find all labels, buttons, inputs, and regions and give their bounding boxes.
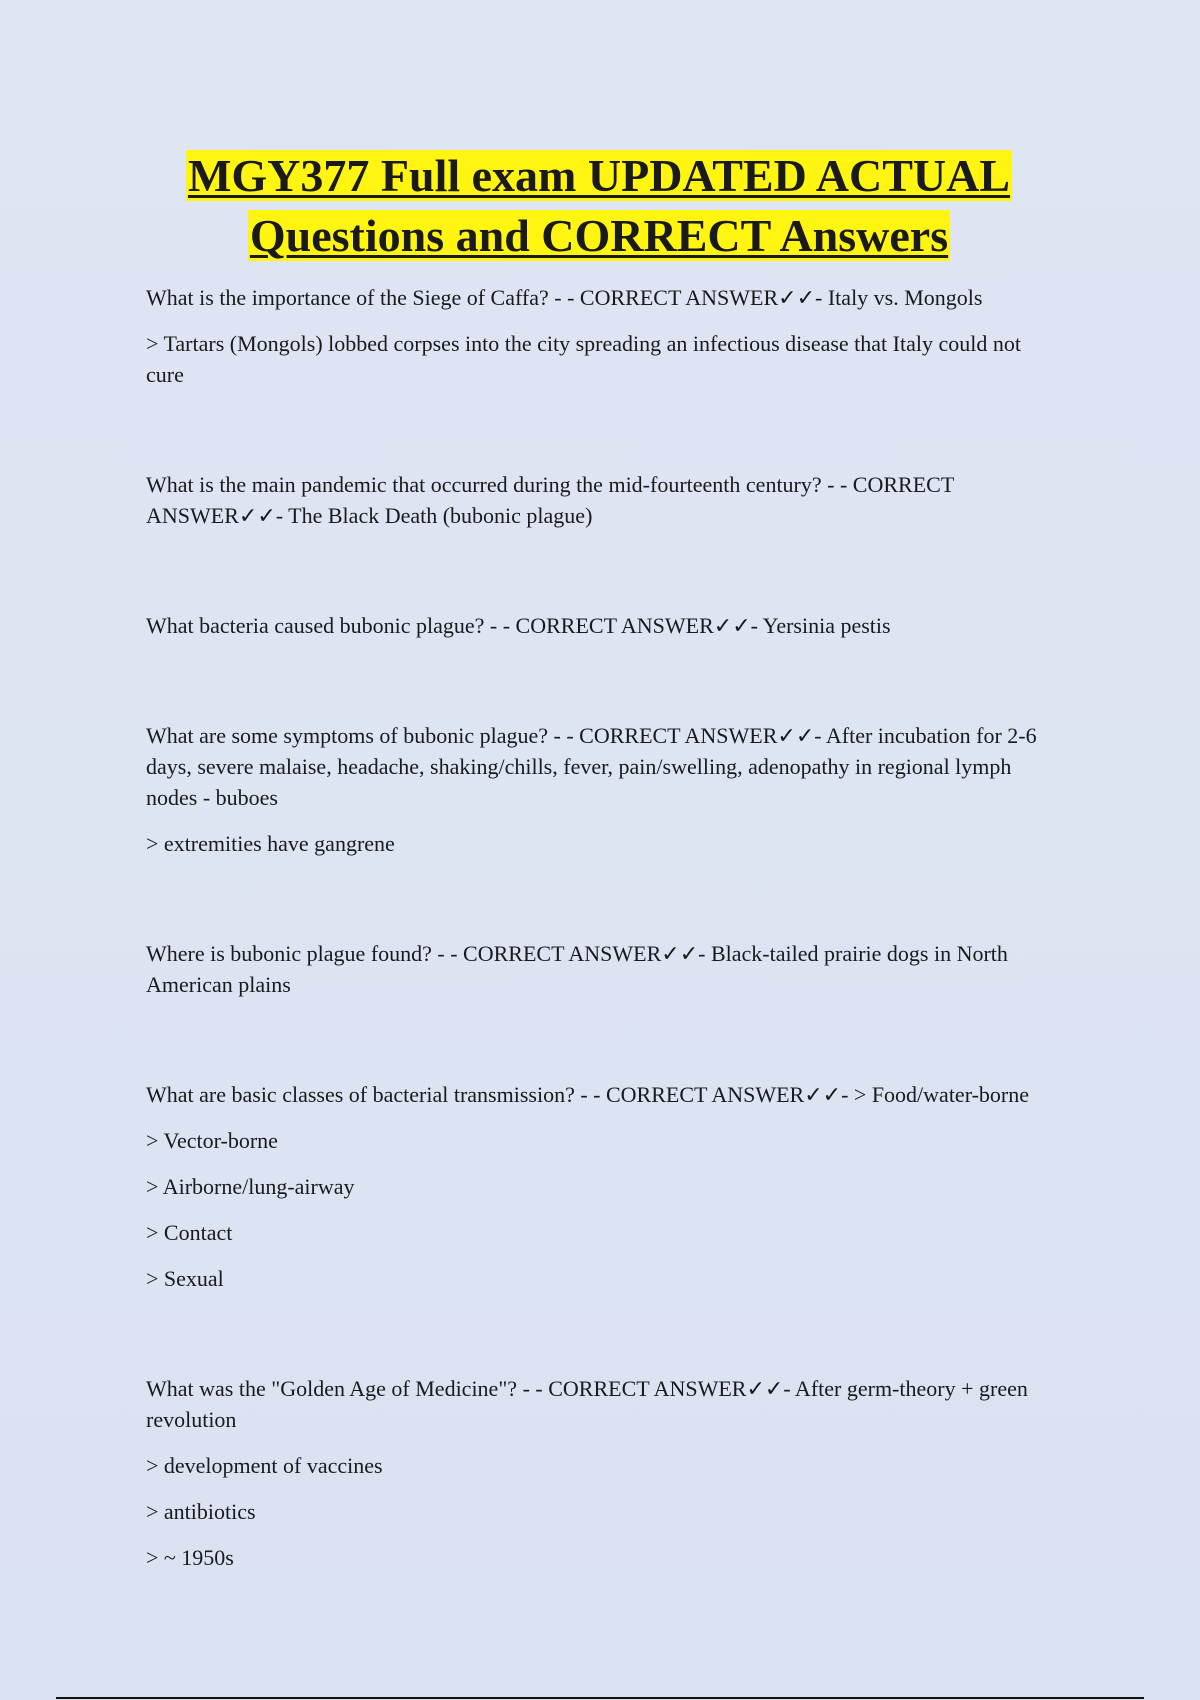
page-divider (56, 1697, 1144, 1699)
qa-item (146, 938, 1046, 1000)
qa-item (146, 720, 1046, 859)
qa-item (146, 282, 1046, 390)
question-answer-text: Where is bubonic plague found? - - CORRECT ANSWER✓✓- Black-tailed prairie dogs in North American plains (146, 941, 1008, 997)
page-title (120, 146, 1078, 266)
answer-detail: > Vector-borne (146, 1128, 278, 1153)
qa-item (146, 610, 1046, 641)
question-answer-text: What are basic classes of bacterial transmission? - - CORRECT ANSWER✓✓- > Food/water-borne (146, 1082, 1029, 1107)
answer-detail: > Tartars (Mongols) lobbed corpses into the city spreading an infectious disease that Italy could not cure (146, 331, 1021, 387)
question-answer-text: What was the "Golden Age of Medicine"? - - CORRECT ANSWER✓✓- After germ-theory + green revolution (146, 1376, 1028, 1432)
qa-item (146, 1079, 1046, 1294)
answer-detail: > Airborne/lung-airway (146, 1174, 355, 1199)
qa-list (146, 282, 1046, 1588)
question-answer-text: What is the importance of the Siege of Caffa? - - CORRECT ANSWER✓✓- Italy vs. Mongols (146, 285, 983, 310)
question-answer-text: What is the main pandemic that occurred during the mid-fourteenth century? - - CORRECT ANSWER✓✓- The Black Death (bubonic plague) (146, 472, 954, 528)
qa-item (146, 1373, 1046, 1573)
question-answer-text: What bacteria caused bubonic plague? - - CORRECT ANSWER✓✓- Yersinia pestis (146, 613, 891, 638)
title-line-1: MGY377 Full exam UPDATED ACTUAL (187, 150, 1011, 201)
answer-detail: > Contact (146, 1220, 233, 1245)
question-answer-text: What are some symptoms of bubonic plague? - - CORRECT ANSWER✓✓- After incubation for 2-6 days, severe malaise, headache, shaking/chills, fever, pain/swelling, adenopathy in regional lymph nodes - buboes (146, 723, 1037, 810)
qa-item (146, 469, 1046, 531)
answer-detail: > development of vaccines (146, 1453, 383, 1478)
answer-detail: > extremities have gangrene (146, 831, 395, 856)
answer-detail: > Sexual (146, 1266, 224, 1291)
answer-detail: > antibiotics (146, 1499, 256, 1524)
answer-detail: > ~ 1950s (146, 1545, 234, 1570)
title-line-2: Questions and CORRECT Answers (249, 210, 949, 261)
